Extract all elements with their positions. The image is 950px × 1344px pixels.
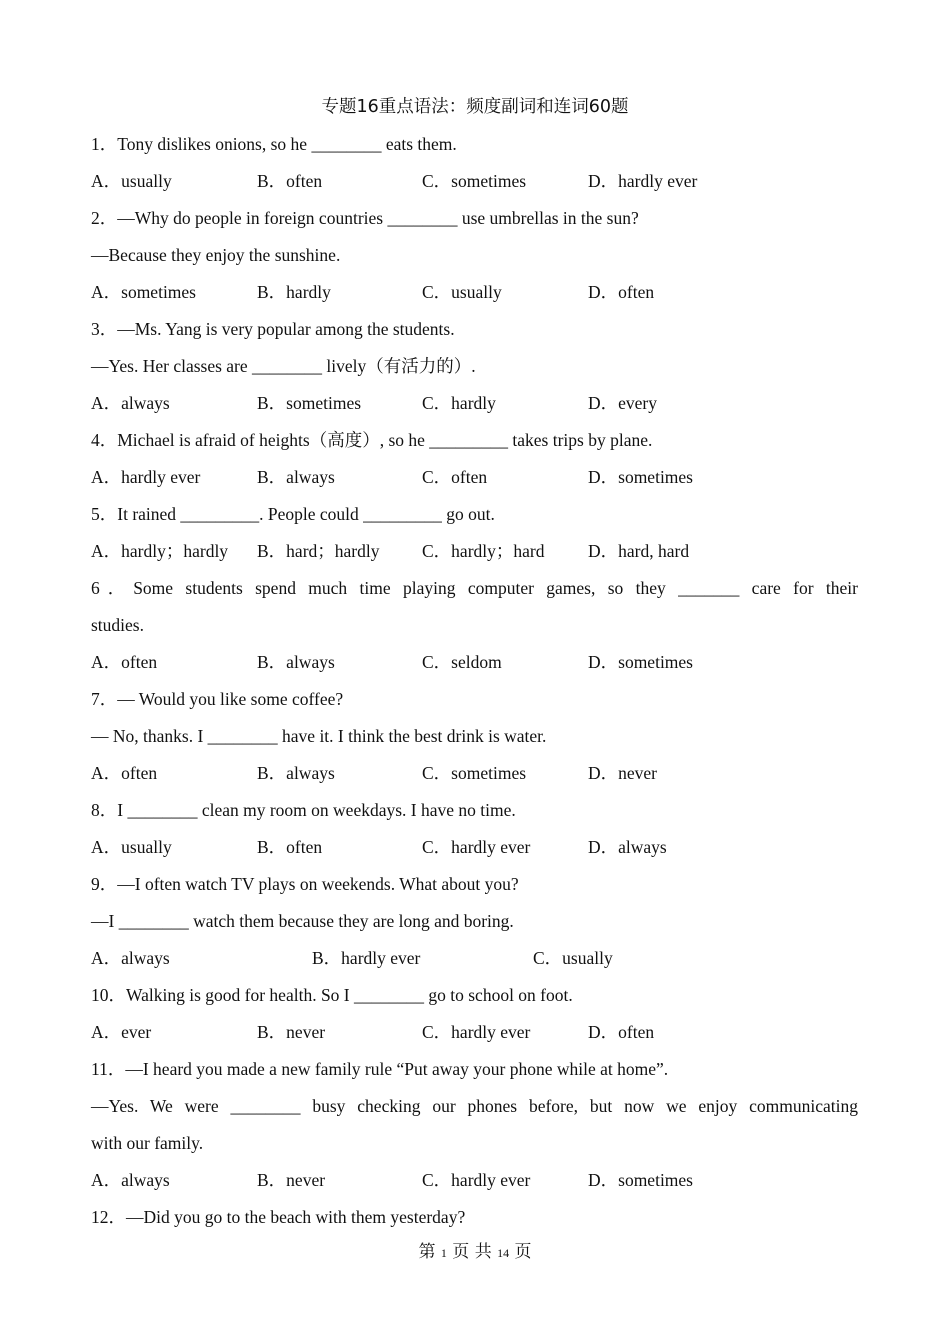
q5-option-a: A．hardly；hardly: [91, 541, 229, 561]
q9-option-b: B．hardly ever: [312, 948, 421, 968]
footer-total-pages: 14: [497, 1246, 510, 1260]
q11-option-b: B．never: [257, 1170, 326, 1190]
q11-option-c: C．hardly ever: [422, 1170, 531, 1190]
page-title: 专题16重点语法：频度副词和连词60题: [321, 97, 629, 117]
question-12-stem: 12．—Did you go to the beach with them yesterday?: [91, 1207, 466, 1227]
question-11-stem: 11．—I heard you made a new family rule “Put away your phone while at home”.: [91, 1059, 669, 1079]
q8-option-c: C．hardly ever: [422, 837, 531, 857]
q6-option-a: A．often: [91, 652, 158, 672]
q8-option-b: B．often: [257, 837, 323, 857]
q3-option-b: B．sometimes: [257, 393, 362, 413]
question-10-stem: 10．Walking is good for health. So I ________ go to school on foot.: [91, 985, 573, 1005]
q10-option-b: B．never: [257, 1022, 326, 1042]
footer-prefix: 第: [418, 1242, 436, 1262]
q10-option-c: C．hardly ever: [422, 1022, 531, 1042]
q6-option-c: C．seldom: [422, 652, 502, 672]
question-7-stem: 7．— Would you like some coffee?: [91, 689, 344, 709]
q2-option-a: A．sometimes: [91, 282, 196, 302]
question-3-line-2: —Yes. Her classes are ________ lively（有活力的）.: [91, 356, 476, 376]
q5-option-c: C．hardly；hard: [422, 541, 545, 561]
question-9-line-2: —I ________ watch them because they are long and boring.: [91, 911, 514, 931]
footer-page-number: 1: [440, 1246, 447, 1260]
question-11-line-3: with our family.: [91, 1133, 204, 1153]
question-6-line-2: studies.: [91, 615, 144, 635]
question-6-stem: 6．Some students spend much time playing computer games, so they _______ care for their: [91, 578, 858, 598]
q9-option-a: A．always: [91, 948, 170, 968]
q2-option-d: D．often: [588, 282, 655, 302]
q7-option-b: B．always: [257, 763, 335, 783]
q11-option-a: A．always: [91, 1170, 170, 1190]
q3-option-c: C．hardly: [422, 393, 496, 413]
footer-suffix: 页: [514, 1242, 532, 1262]
q11-option-d: D．sometimes: [588, 1170, 693, 1190]
q2-option-b: B．hardly: [257, 282, 331, 302]
q10-option-d: D．often: [588, 1022, 655, 1042]
q9-option-c: C．usually: [533, 948, 613, 968]
q4-option-a: A．hardly ever: [91, 467, 201, 487]
question-4-stem: 4．Michael is afraid of heights（高度）, so he _________ takes trips by plane.: [91, 430, 653, 450]
page-footer: [0, 1240, 950, 1265]
q7-option-d: D．never: [588, 763, 658, 783]
question-7-line-2: — No, thanks. I ________ have it. I think the best drink is water.: [91, 726, 547, 746]
question-9-stem: 9．—I often watch TV plays on weekends. What about you?: [91, 874, 519, 894]
q1-option-b: B．often: [257, 171, 323, 191]
q1-option-a: A．usually: [91, 171, 172, 191]
q2-option-c: C．usually: [422, 282, 502, 302]
q1-option-c: C．sometimes: [422, 171, 527, 191]
q8-option-a: A．usually: [91, 837, 172, 857]
q4-option-d: D．sometimes: [588, 467, 693, 487]
question-2-line-2: —Because they enjoy the sunshine.: [91, 245, 341, 265]
q4-option-c: C．often: [422, 467, 488, 487]
q4-option-b: B．always: [257, 467, 335, 487]
q6-option-d: D．sometimes: [588, 652, 693, 672]
q6-option-b: B．always: [257, 652, 335, 672]
q7-option-c: C．sometimes: [422, 763, 527, 783]
q8-option-d: D．always: [588, 837, 667, 857]
q3-option-d: D．every: [588, 393, 658, 413]
question-2-stem: 2．—Why do people in foreign countries ________ use umbrellas in the sun?: [91, 208, 639, 228]
question-8-stem: 8．I ________ clean my room on weekdays. I have no time.: [91, 800, 516, 820]
question-1-stem: 1．Tony dislikes onions, so he ________ eats them.: [91, 134, 457, 154]
q1-option-d: D．hardly ever: [588, 171, 698, 191]
question-11-line-2: —Yes. We were ________ busy checking our phones before, but now we enjoy communicating: [91, 1096, 858, 1116]
q7-option-a: A．often: [91, 763, 158, 783]
q10-option-a: A．ever: [91, 1022, 152, 1042]
question-5-stem: 5．It rained _________. People could _________ go out.: [91, 504, 495, 524]
question-3-stem: 3．—Ms. Yang is very popular among the students.: [91, 319, 455, 339]
q5-option-d: D．hard, hard: [588, 541, 690, 561]
q5-option-b: B．hard；hardly: [257, 541, 380, 561]
footer-middle: 页 共: [452, 1242, 492, 1262]
q3-option-a: A．always: [91, 393, 170, 413]
